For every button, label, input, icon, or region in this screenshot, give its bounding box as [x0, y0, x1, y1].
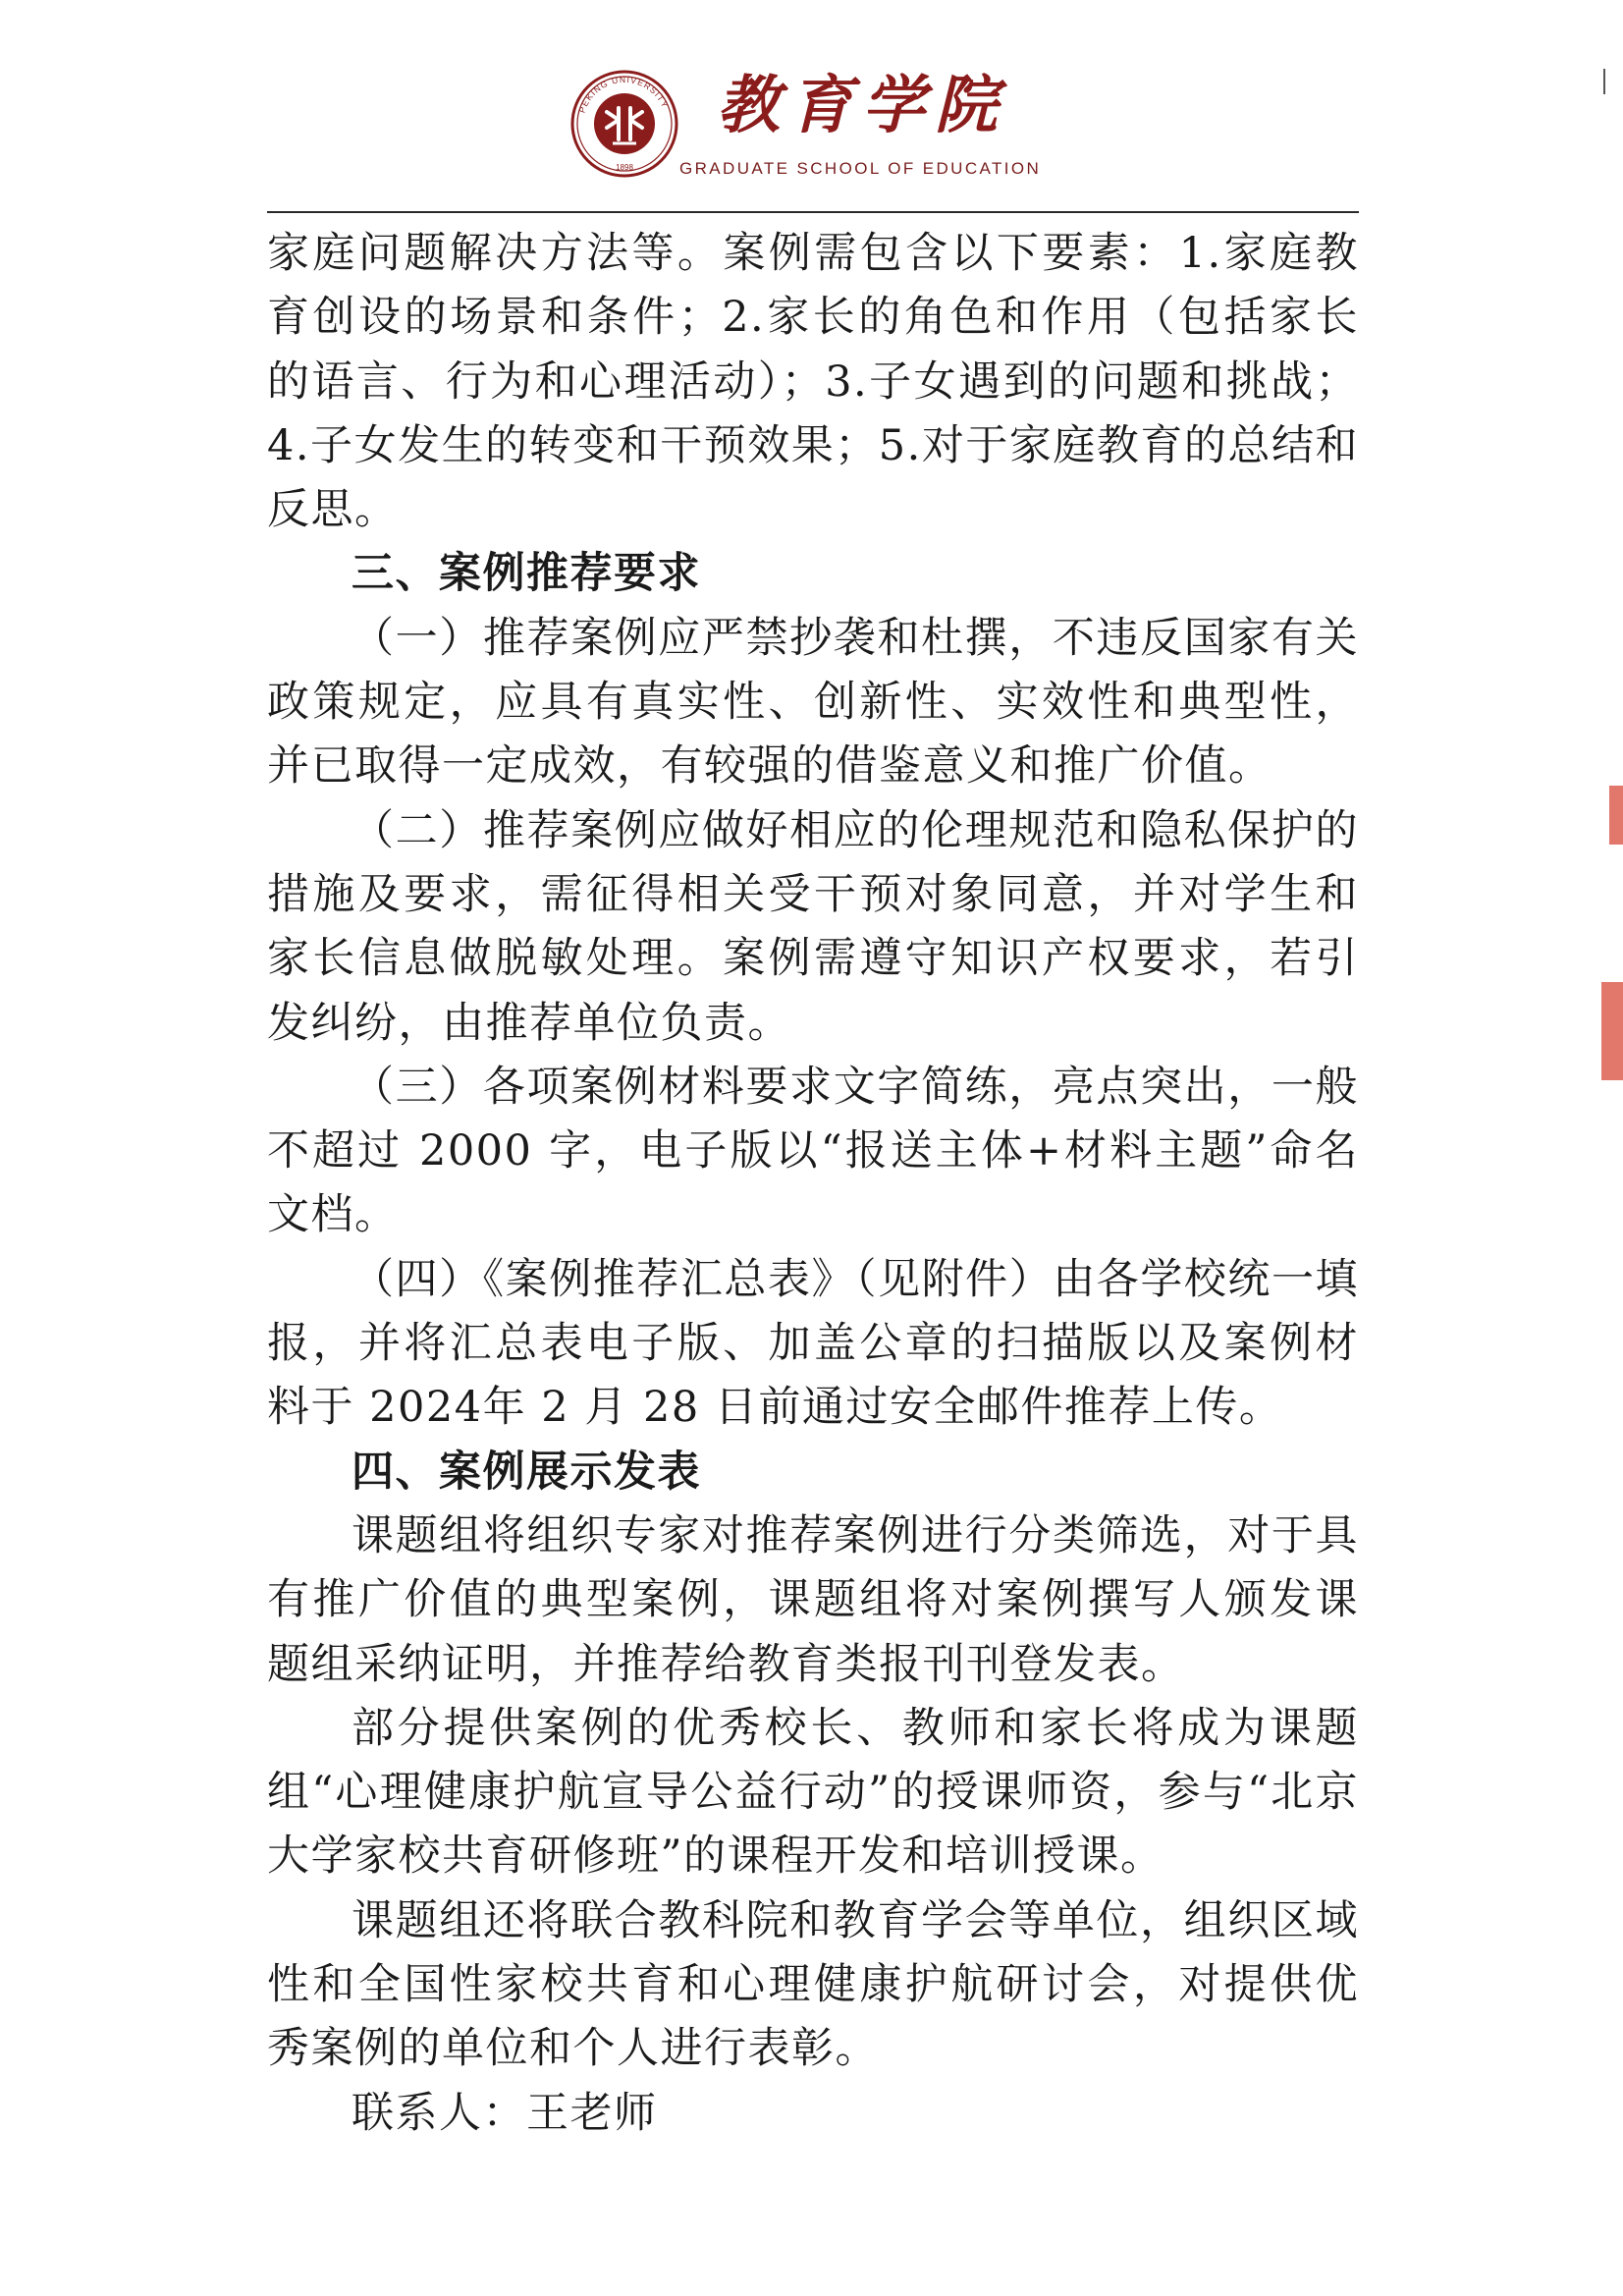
header-divider — [267, 211, 1359, 213]
paragraph-showcase-2: 部分提供案例的优秀校长、教师和家长将成为课题组“心理健康护航宣导公益行动”的授课师资，参与“北京大学家校共育研修班”的课程开发和培训授课。 — [267, 1703, 1359, 1882]
university-seal-icon — [569, 69, 679, 179]
paragraph-showcase-1: 课题组将组织专家对推荐案例进行分类筛选，对于具有推广价值的典型案例，课题组将对案例撰写人颁发课题组采纳证明，并推荐给教育类报刊刊登发表。 — [267, 1510, 1359, 1689]
paragraph-requirement-2: （二）推荐案例应做好相应的伦理规范和隐私保护的措施及要求，需征得相关受干预对象同意，并对学生和家长信息做脱敏处理。案例需遵守知识产权要求，若引发纠纷，由推荐单位负责。 — [267, 805, 1359, 1048]
contact-person: 联系人：王老师 — [352, 2088, 658, 2138]
institution-name-english: GRADUATE SCHOOL OF EDUCATION — [679, 159, 1042, 178]
document-body — [267, 222, 1359, 2146]
seal-text: PEKING UNIVERSITY — [576, 74, 671, 115]
letterhead — [569, 69, 1060, 196]
paragraph-requirement-4: （四）《案例推荐汇总表》（见附件）由各学校统一填报，并将汇总表电子版、加盖公章的扫描版以及案例材料于 2024年 2 月 28 日前通过安全邮件推荐上传。 — [267, 1254, 1359, 1433]
paragraph-case-elements: 家庭问题解决方法等。案例需包含以下要素：1.家庭教育创设的场景和条件；2.家长的角色和作用（包括家长的语言、行为和心理活动）；3.子女遇到的问题和挑战；4.子女发生的转变和干预效果；5.对于家庭教育的总结和反思。 — [267, 229, 1359, 535]
stamp-edge-fragment — [1601, 982, 1623, 1080]
stamp-edge-fragment — [1609, 786, 1623, 845]
section-heading-case-showcase: 四、案例展示发表 — [352, 1447, 701, 1497]
paragraph-requirement-1: （一）推荐案例应严禁抄袭和杜撰，不违反国家有关政策规定，应具有真实性、创新性、实效性和典型性，并已取得一定成效，有较强的借鉴意义和推广价值。 — [267, 613, 1359, 792]
paragraph-showcase-3: 课题组还将联合教科院和教育学会等单位，组织区域性和全国性家校共育和心理健康护航研讨会，对提供优秀案例的单位和个人进行表彰。 — [267, 1895, 1359, 2074]
section-heading-recommendation-requirements: 三、案例推荐要求 — [352, 549, 701, 599]
seal-year: 1898 — [616, 163, 633, 172]
scan-edge-mark — [1603, 69, 1605, 94]
institution-name: 教育学院 — [717, 69, 1007, 142]
paragraph-requirement-3: （三）各项案例材料要求文字简练，亮点突出，一般不超过 2000 字，电子版以“报送主体+材料主题”命名文档。 — [267, 1062, 1359, 1240]
